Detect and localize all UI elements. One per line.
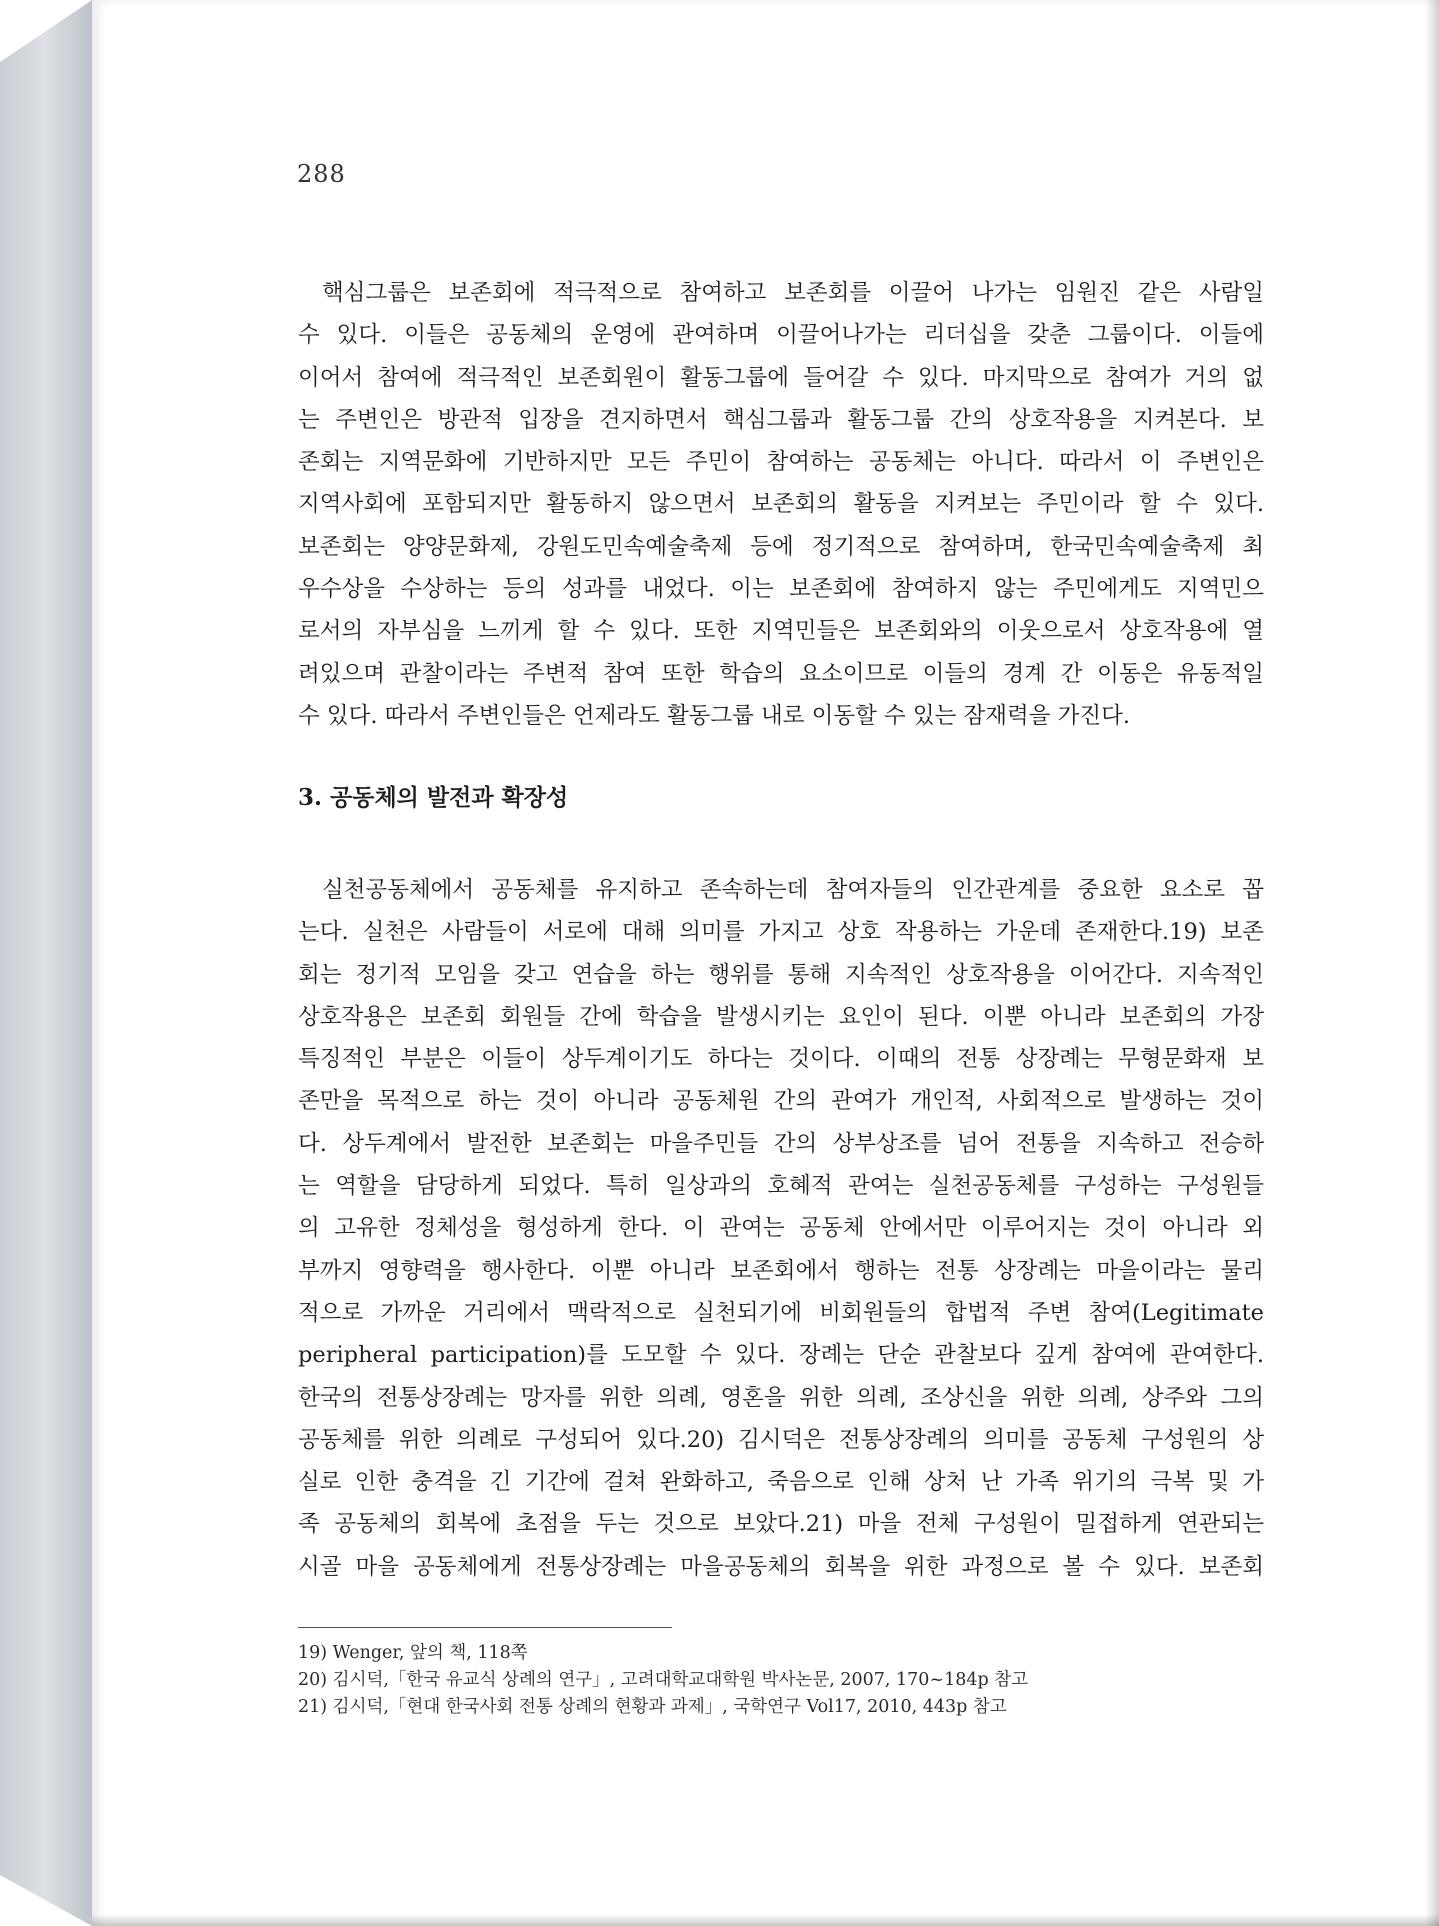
text-line: 한국의 전통상장례는 망자를 위한 의례, 영혼을 위한 의례, 조상신을 위한 의례, 상주와 그의 [298, 1384, 1264, 1411]
footnotes [298, 1640, 1264, 1721]
page-bottom-shadow [92, 1914, 1439, 1926]
text-line: 적으로 가까운 거리에서 맥락적으로 실천되기에 비회원들의 합법적 주변 참여(Legitimate [298, 1299, 1264, 1326]
text-line: 는 역할을 담당하게 되었다. 특히 일상과의 호혜적 관여는 실천공동체를 구성하는 구성원들 [298, 1173, 1264, 1200]
text-line: 시골 마을 공동체에게 전통상장례는 마을공동체의 회복을 위한 과정으로 볼 수 있다. 보존회 [298, 1553, 1264, 1580]
text-line: 실로 인한 충격을 긴 기간에 걸쳐 완화하고, 죽음으로 인해 상처 난 가족 위기의 극복 및 가 [298, 1469, 1264, 1496]
text-line: 족 공동체의 회복에 초점을 두는 것으로 보았다.21) 마을 전체 구성원이 밀접하게 연관되는 [298, 1511, 1264, 1538]
text-line: 회는 정기적 모임을 갖고 연습을 하는 행위를 통해 지속적인 상호작용을 이어간다. 지속적인 [298, 961, 1264, 988]
text-line: 수 있다. 이들은 공동체의 운영에 관여하며 이끌어나가는 리더십을 갖춘 그룹이다. 이들에 [298, 322, 1264, 349]
paragraph-2 [298, 869, 1264, 1588]
text-line: 지역사회에 포함되지만 활동하지 않으면서 보존회의 활동을 지켜보는 주민이라 할 수 있다. [298, 491, 1264, 518]
text-line: 려있으며 관찰이라는 주변적 참여 또한 학습의 요소이므로 이들의 경계 간 이동은 유동적일 [298, 660, 1264, 687]
text-line: 핵심그룹은 보존회에 적극적으로 참여하고 보존회를 이끌어 나가는 임원진 같은 사람일 [322, 280, 1264, 306]
footnote-divider [298, 1627, 672, 1628]
page-edge-shadow [1425, 0, 1439, 1926]
paragraph-1 [298, 272, 1264, 737]
text-line: 부까지 영향력을 행사한다. 이뿐 아니라 보존회에서 행하는 전통 상장례는 마을이라는 물리 [298, 1257, 1264, 1284]
text-line: 수 있다. 따라서 주변인들은 언제라도 활동그룹 내로 이동할 수 있는 잠재력을 가진다. [298, 702, 1130, 729]
footnote-20: 20) 김시덕,「한국 유교식 상례의 연구」, 고려대학교대학원 박사논문, 2007, 170~184p 참고 [298, 1670, 1029, 1690]
text-line: peripheral participation)를 도모할 수 있다. 장례는 단순 관찰보다 깊게 참여에 관여한다. [298, 1342, 1264, 1369]
text-line: 로서의 자부심을 느끼게 할 수 있다. 또한 지역민들은 보존회와의 이웃으로서 상호작용에 열 [298, 618, 1264, 645]
text-line: 공동체를 위한 의례로 구성되어 있다.20) 김시덕은 전통상장례의 의미를 공동체 구성원의 상 [298, 1426, 1264, 1453]
text-line: 존만을 목적으로 하는 것이 아니라 공동체원 간의 관여가 개인적, 사회적으로 발생하는 것이 [298, 1088, 1264, 1115]
section-heading: 3. 공동체의 발전과 확장성 [298, 784, 569, 811]
footnote-21: 21) 김시덕,「현대 한국사회 전통 상례의 현황과 과제」, 국학연구 Vol17, 2010, 443p 참고 [298, 1697, 1007, 1717]
book-spine [0, 0, 100, 1926]
text-line: 의 고유한 정체성을 형성하게 한다. 이 관여는 공동체 안에서만 이루어지는 것이 아니라 외 [298, 1215, 1264, 1242]
page-number: 288 [297, 160, 346, 188]
text-line: 존회는 지역문화에 기반하지만 모든 주민이 참여하는 공동체는 아니다. 따라서 이 주변인은 [298, 449, 1264, 476]
text-line: 다. 상두계에서 발전한 보존회는 마을주민들 간의 상부상조를 넘어 전통을 지속하고 전승하 [298, 1130, 1264, 1157]
text-line: 실천공동체에서 공동체를 유지하고 존속하는데 참여자들의 인간관계를 중요한 요소로 꼽 [322, 877, 1264, 903]
text-line: 이어서 참여에 적극적인 보존회원이 활동그룹에 들어갈 수 있다. 마지막으로 참여가 거의 없 [298, 364, 1264, 391]
text-line: 는 주변인은 방관적 입장을 견지하면서 핵심그룹과 활동그룹 간의 상호작용을 지켜본다. 보 [298, 406, 1264, 433]
footnote-19: 19) Wenger, 앞의 책, 118쪽 [298, 1643, 528, 1663]
text-line: 특징적인 부분은 이들이 상두계이기도 하다는 것이다. 이때의 전통 상장례는 무형문화재 보 [298, 1046, 1264, 1073]
text-line: 상호작용은 보존회 회원들 간에 학습을 발생시키는 요인이 된다. 이뿐 아니라 보존회의 가장 [298, 1003, 1264, 1030]
text-line: 보존회는 양양문화제, 강원도민속예술축제 등에 정기적으로 참여하며, 한국민속예술축제 최 [298, 533, 1264, 560]
text-line: 우수상을 수상하는 등의 성과를 내었다. 이는 보존회에 참여하지 않는 주민에게도 지역민으 [298, 576, 1264, 603]
text-line: 는다. 실천은 사람들이 서로에 대해 의미를 가지고 상호 작용하는 가운데 존재한다.19) 보존 [298, 919, 1264, 946]
